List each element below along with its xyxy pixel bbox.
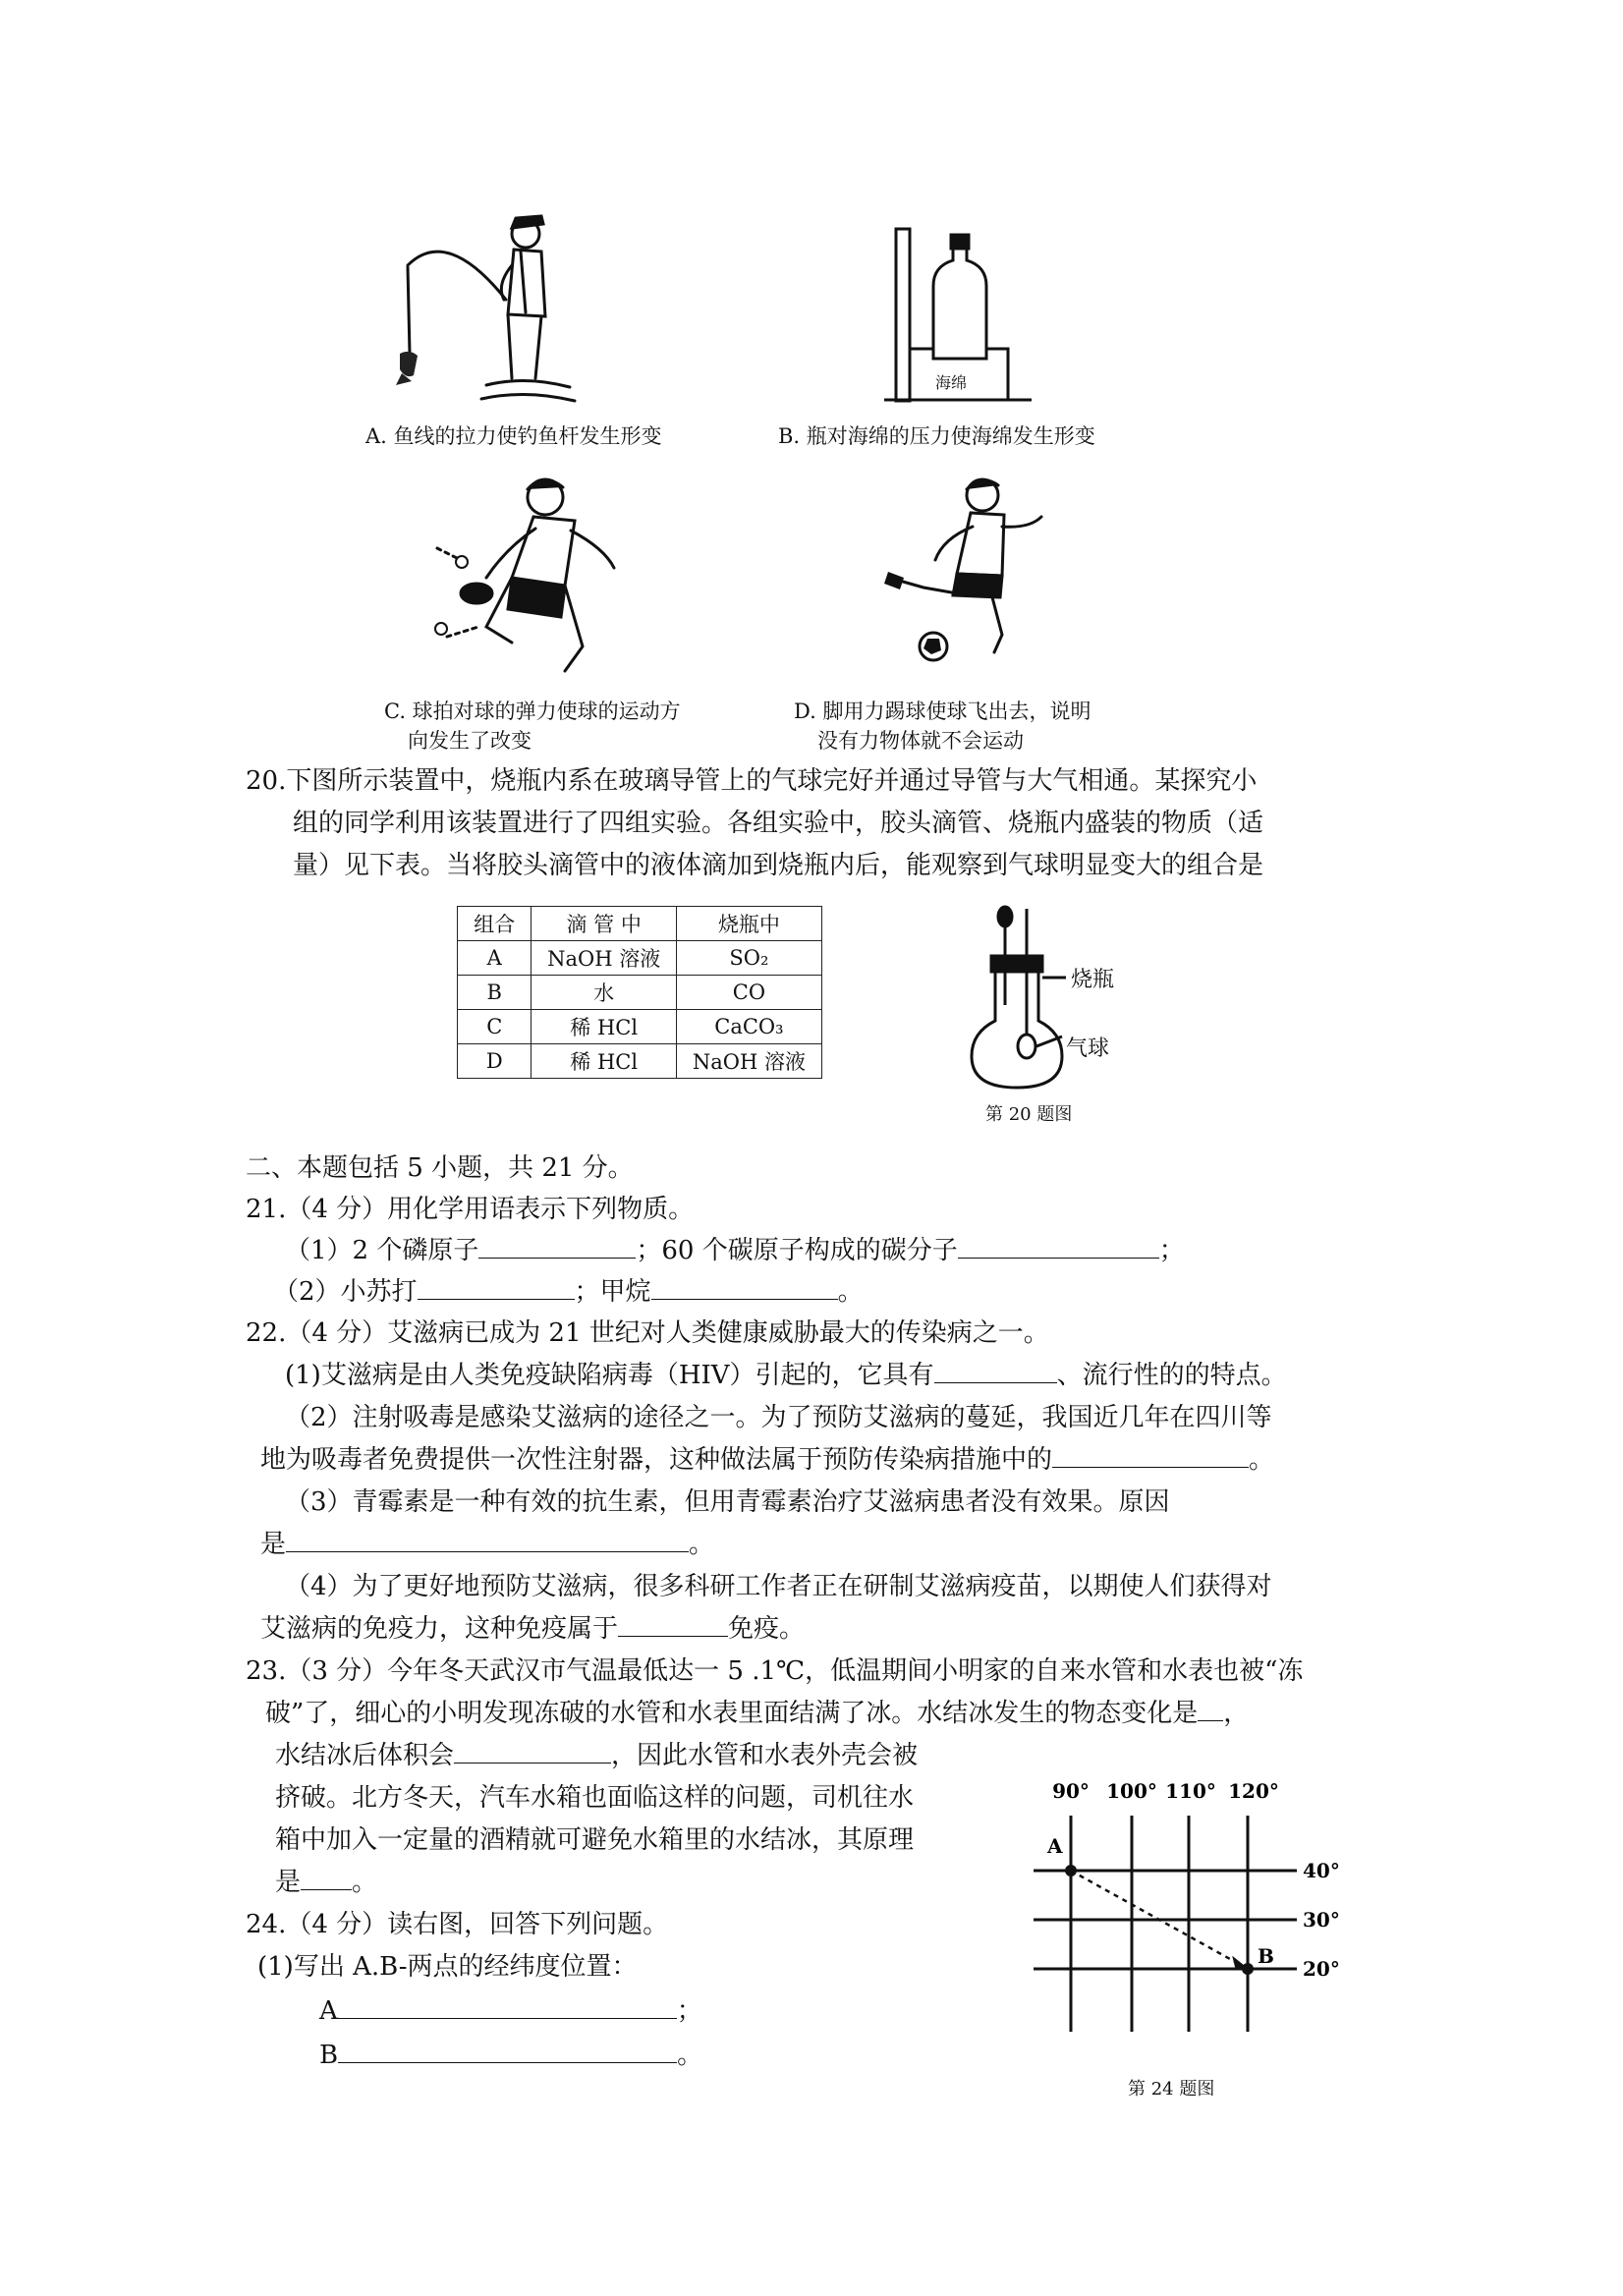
q20-line-3: 量）见下表。当将胶头滴管中的液体滴加到烧瓶内后，能观察到气球明显变大的组合是 [293, 851, 1264, 880]
football-illustration [874, 470, 1071, 676]
answer-blank[interactable] [286, 1528, 689, 1552]
answer-blank[interactable] [958, 1234, 1159, 1259]
lat-label: 40° [1303, 1859, 1340, 1882]
q23-text-6b: 。 [352, 1868, 378, 1897]
q23-line-4: 挤破。北方冬天，汽车水箱也面临这样的问题，司机往水 [275, 1783, 915, 1813]
q23-text-2a: 破”了，细心的小明发现冻破的水管和水表里面结满了冰。水结冰发生的物态变化是 [265, 1699, 1199, 1728]
figure-b-caption: B. 瓶对海绵的压力使海绵发生形变 [778, 424, 1095, 448]
q23-text-3a: 水结冰后体积会 [275, 1741, 455, 1770]
table-header: 滴 管 中 [532, 907, 676, 941]
section-heading: 二、本题包括 5 小题，共 21 分。 [246, 1153, 634, 1183]
sponge-label: 海绵 [935, 373, 968, 392]
answer-blank[interactable] [1198, 1697, 1223, 1721]
point-a-label: A [1047, 1834, 1063, 1858]
table-cell: C [458, 1010, 532, 1044]
q22-part-3-line-1: （3）青霉素是一种有效的抗生素，但用青霉素治疗艾滋病患者没有效果。原因 [285, 1487, 1170, 1517]
q24-answer-a [319, 1994, 702, 2028]
q21-part-2 [273, 1275, 864, 1309]
table-cell: CO [676, 976, 821, 1010]
figure-d-caption-1: D. 脚用力踢球使球飞出去，说明 [794, 700, 1091, 723]
q23-text-2b: ， [1223, 1699, 1250, 1728]
q24-answer-b [319, 2039, 702, 2072]
table-cell: A [458, 941, 532, 976]
table-cell: 稀 HCl [532, 1044, 676, 1079]
tennis-illustration [418, 470, 644, 691]
q20-table [457, 906, 822, 1079]
table-row [458, 1010, 822, 1044]
table-cell: 水 [532, 976, 676, 1010]
figure-24-caption: 第 24 题图 [1128, 2079, 1215, 2100]
q20-line-2: 组的同学利用该装置进行了四组实验。各组实验中，胶头滴管、烧瓶内盛装的物质（适 [293, 809, 1264, 838]
q24-b-end: 。 [677, 2041, 703, 2070]
q23-text-3b: ，因此水管和水表外壳会被 [611, 1741, 919, 1770]
q22-p3-text-a: 是 [260, 1530, 287, 1559]
q22-p2-text-a: 地为吸毒者免费提供一次性注射器，这种做法属于预防传染病措施中的 [260, 1445, 1053, 1475]
q21-p1-text-c: ； [1158, 1236, 1185, 1265]
lat-label: 30° [1303, 1908, 1340, 1932]
answer-blank[interactable] [651, 1275, 838, 1300]
q23-text-6a: 是 [275, 1868, 302, 1897]
q22-p3-text-b: 。 [689, 1530, 715, 1559]
fishing-illustration [388, 206, 585, 418]
q23-line-5: 箱中加入一定量的酒精就可避免水箱里的水结冰，其原理 [275, 1825, 915, 1855]
table-header-row [458, 907, 822, 941]
q21-p1-text-b: ；60 个碳原子构成的碳分子 [636, 1236, 958, 1265]
q22-part-4-line-2 [260, 1612, 805, 1646]
flask-apparatus-diagram [958, 899, 1125, 1095]
table-cell: 稀 HCl [532, 1010, 676, 1044]
answer-blank[interactable] [934, 1359, 1057, 1383]
q22-stem: 22.（4 分）艾滋病已成为 21 世纪对人类健康威胁最大的传染病之一。 [246, 1318, 1049, 1348]
figure-20-caption: 第 20 题图 [985, 1104, 1073, 1125]
figure-c-caption-2: 向发生了改变 [408, 729, 532, 753]
q22-p1-text-b: 、流行性的的特点。 [1056, 1361, 1287, 1390]
figure-c-caption-1: C. 球拍对球的弹力使球的运动方 [384, 700, 681, 723]
q21-p1-text-a: （1）2 个磷原子 [285, 1236, 479, 1265]
answer-blank[interactable] [454, 1739, 611, 1764]
q24-a-label: A [319, 1996, 338, 2026]
answer-blank[interactable] [338, 1994, 677, 2019]
q22-p2-text-b: 。 [1249, 1445, 1275, 1475]
lon-label: 110° [1165, 1779, 1216, 1803]
q22-part-3-line-2 [260, 1528, 714, 1561]
q22-p1-text-a: (1)艾滋病是由人类免疫缺陷病毒（HIV）引起的，它具有 [285, 1361, 934, 1390]
answer-blank[interactable] [1052, 1443, 1249, 1468]
q23-line-1: 23.（3 分）今年冬天武汉市气温最低达一 5 .1℃，低温期间小明家的自来水管和水表也被“冻 [246, 1656, 1304, 1686]
table-header: 烧瓶中 [676, 907, 821, 941]
q23-line-2 [265, 1697, 1249, 1730]
balloon-label: 气球 [1066, 1036, 1110, 1061]
q22-part-2-line-1: （2）注射吸毒是感染艾滋病的途径之一。为了预防艾滋病的蔓延，我国近几年在四川等 [285, 1403, 1272, 1432]
lon-label: 100° [1106, 1779, 1157, 1803]
q20-line-1: 20.下图所示装置中，烧瓶内系在玻璃导管上的气球完好并通过导管与大气相通。某探究小 [246, 766, 1258, 796]
table-header: 组合 [458, 907, 532, 941]
figure-d-caption-2: 没有力物体就不会运动 [817, 729, 1024, 753]
table-cell: D [458, 1044, 532, 1079]
q22-part-1 [285, 1359, 1287, 1392]
q24-b-label: B [319, 2041, 339, 2070]
table-cell: CaCO₃ [676, 1010, 821, 1044]
lon-label: 90° [1052, 1779, 1090, 1803]
q24-part-1: (1)写出 A.B-两点的经纬度位置： [257, 1952, 638, 1982]
flask-label: 烧瓶 [1071, 968, 1115, 992]
table-row [458, 941, 822, 976]
q22-p4-text-a: 艾滋病的免疫力，这种免疫属于 [260, 1614, 619, 1644]
q21-p2-text-a: （2）小苏打 [273, 1277, 418, 1307]
q21-stem: 21.（4 分）用化学用语表示下列物质。 [246, 1195, 695, 1224]
answer-blank[interactable] [618, 1612, 728, 1637]
answer-blank[interactable] [338, 2039, 677, 2063]
figure-a-caption: A. 鱼线的拉力使钓鱼杆发生形变 [365, 424, 662, 448]
q22-part-4-line-1: （4）为了更好地预防艾滋病，很多科研工作者正在研制艾滋病疫苗，以期使人们获得对 [285, 1572, 1272, 1601]
table-cell: NaOH 溶液 [676, 1044, 821, 1079]
q22-p4-text-b: 免疫。 [728, 1614, 806, 1644]
q21-p2-text-b: ；甲烷 [574, 1277, 651, 1307]
answer-blank[interactable] [418, 1275, 575, 1300]
q24-stem: 24.（4 分）读右图，回答下列问题。 [246, 1910, 669, 1939]
table-cell: SO₂ [676, 941, 821, 976]
point-b-label: B [1258, 1944, 1274, 1968]
lat-lon-grid-diagram [1022, 1768, 1340, 2083]
q21-part-1 [285, 1234, 1185, 1267]
lat-label: 20° [1303, 1957, 1340, 1981]
q24-a-end: ； [676, 1996, 702, 2026]
table-cell: B [458, 976, 532, 1010]
table-row [458, 976, 822, 1010]
table-cell: NaOH 溶液 [532, 941, 676, 976]
table-row [458, 1044, 822, 1079]
q23-line-3 [275, 1739, 918, 1772]
lon-label: 120° [1228, 1779, 1279, 1803]
answer-blank[interactable] [301, 1866, 352, 1890]
answer-blank[interactable] [478, 1234, 636, 1259]
q21-p2-text-c: 。 [837, 1277, 864, 1307]
q22-part-2-line-2 [260, 1443, 1274, 1477]
q23-line-6 [275, 1866, 377, 1899]
